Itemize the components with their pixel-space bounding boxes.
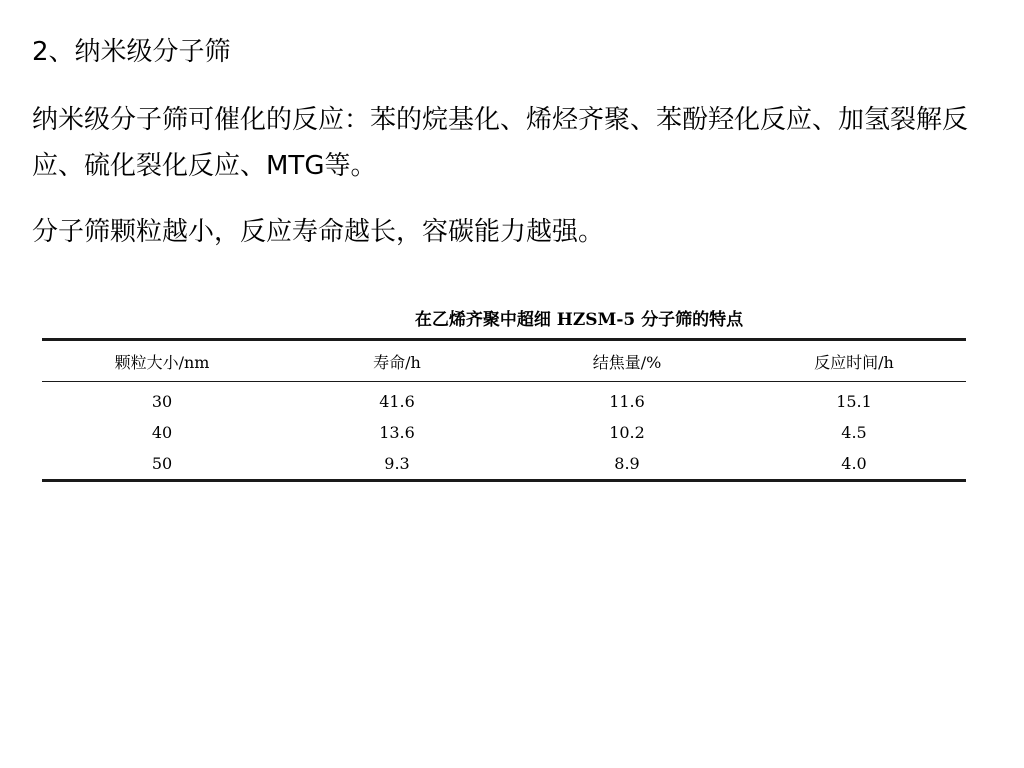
table-cell: 4.5 bbox=[841, 423, 867, 442]
table-cell: 40 bbox=[151, 423, 173, 442]
table-cell: 10.2 bbox=[609, 423, 645, 442]
column-header-coke-amount: 结焦量/% bbox=[512, 340, 742, 382]
table-cell: 30 bbox=[151, 392, 173, 411]
section-heading: 2、纳米级分子筛 bbox=[32, 37, 231, 67]
column-header-lifetime: 寿命/h bbox=[282, 340, 512, 382]
table-cell: 50 bbox=[151, 454, 173, 473]
table-row bbox=[42, 448, 966, 481]
data-table bbox=[42, 338, 966, 482]
table-cell: 15.1 bbox=[836, 392, 872, 411]
paragraph-reactions: 纳米级分子筛可催化的反应：苯的烷基化、烯烃齐聚、苯酚羟化反应、加氢裂解反应、硫化裂化反应、MTG等。 bbox=[32, 105, 969, 181]
table-cell: 41.6 bbox=[379, 392, 415, 411]
table-cell: 9.3 bbox=[384, 454, 410, 473]
column-header-particle-size: 颗粒大小/nm bbox=[42, 340, 282, 382]
table-header-row bbox=[42, 340, 966, 382]
table-cell: 8.9 bbox=[614, 454, 640, 473]
table-cell: 13.6 bbox=[379, 423, 415, 442]
table-cell: 11.6 bbox=[609, 392, 645, 411]
paragraph-particle-size: 分子筛颗粒越小，反应寿命越长，容碳能力越强。 bbox=[32, 217, 605, 247]
table-row bbox=[42, 382, 966, 418]
table-cell: 4.0 bbox=[841, 454, 867, 473]
table-caption: 在乙烯齐聚中超细 HZSM-5 分子筛的特点 bbox=[414, 310, 744, 330]
table-figure bbox=[42, 302, 966, 482]
column-header-reaction-time: 反应时间/h bbox=[742, 340, 966, 382]
table-row bbox=[42, 417, 966, 448]
